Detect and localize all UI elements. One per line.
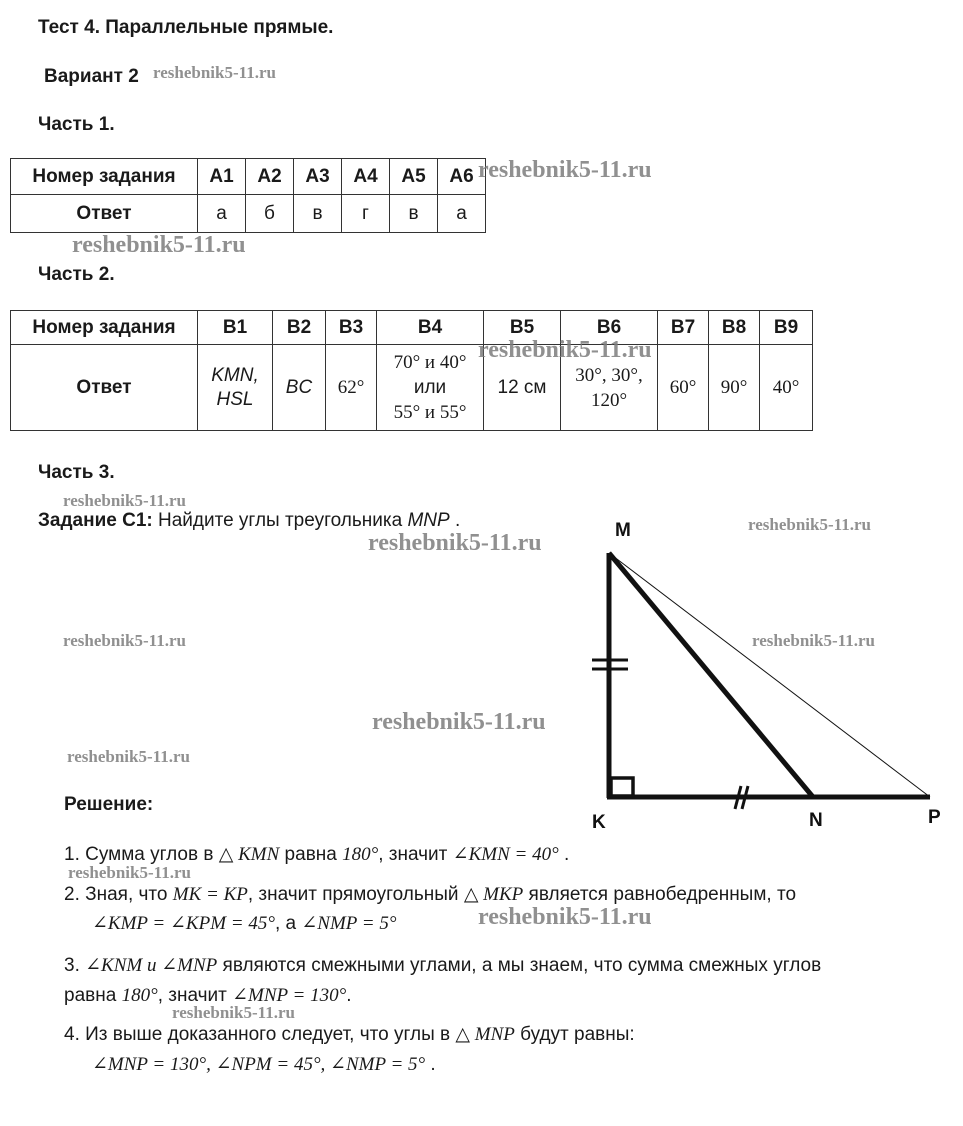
step4-math-2: ∠MNP = 130°, ∠NPM = 45°, ∠NMP = 5°	[92, 1054, 426, 1075]
step2-text-d: , а	[274, 913, 302, 934]
part2-col-b9: B9	[760, 311, 813, 345]
part2-answer-b2: BC	[273, 345, 326, 431]
watermark: reshebnik5-11.ru	[67, 747, 190, 766]
part1-col-a5: A5	[390, 159, 438, 195]
step3-math-1: ∠KNM и ∠MNP	[85, 955, 218, 976]
task-c1-label: Задание С1:	[38, 510, 153, 531]
segment-mn	[609, 553, 813, 797]
solution-step-4-line1	[64, 1023, 635, 1046]
part2-answer-b1-line1: KMN,	[211, 364, 259, 386]
watermark: reshebnik5-11.ru	[752, 631, 875, 650]
solution-step-2-line1	[64, 883, 796, 906]
step3-text-e: .	[346, 985, 352, 1006]
step1-text-c: , значит	[378, 844, 453, 865]
step3-text-a: 3.	[64, 955, 86, 976]
part2-answer-b9: 40°	[760, 345, 813, 431]
part1-col-a3: A3	[294, 159, 342, 195]
part1-col-a1: A1	[198, 159, 246, 195]
step4-text-b: будут равны:	[514, 1024, 635, 1045]
part3-label: Часть 3.	[38, 462, 115, 483]
step2-math-2: △ MKP	[463, 884, 524, 905]
task-c1-text: Найдите углы треугольника	[158, 510, 403, 531]
task-c1-triangle: MNP	[407, 510, 450, 531]
part1-header-answer: Ответ	[11, 195, 198, 233]
step3-text-b: являются смежными углами, а мы знаем, что сумма смежных углов	[217, 955, 822, 976]
variant-label: Вариант 2	[44, 66, 139, 87]
step1-text-b: равна	[279, 844, 343, 865]
part1-answer-a4: г	[342, 195, 390, 233]
part1-header-task: Номер задания	[11, 159, 198, 195]
step3-text-c: равна	[64, 985, 122, 1006]
part2-col-b5: B5	[484, 311, 561, 345]
step1-math-1: △ KMN	[218, 844, 280, 865]
step2-text-b: , значит прямоугольный	[247, 884, 464, 905]
solution-step-2-line2	[92, 912, 396, 935]
part2-answer-b6-line2: 120°	[590, 389, 628, 411]
watermark: reshebnik5-11.ru	[68, 863, 191, 882]
step4-text-c: .	[425, 1054, 436, 1075]
part2-answer-b4-line3: 55° и 55°	[393, 402, 467, 423]
step1-math-2: 180°	[342, 844, 379, 865]
part1-col-a6: A6	[438, 159, 486, 195]
vertex-label-m: M	[615, 520, 631, 541]
part2-answer-b5: 12 см	[484, 345, 561, 431]
part1-answer-a6: а	[438, 195, 486, 233]
part2-answer-b6-line1: 30°, 30°,	[575, 364, 643, 386]
part2-col-b7: B7	[658, 311, 709, 345]
part2-col-b6: B6	[561, 311, 658, 345]
watermark: reshebnik5-11.ru	[478, 904, 652, 930]
step2-math-1: MK = KP	[172, 884, 248, 905]
vertex-label-p: P	[928, 807, 941, 828]
step4-math-1: △ MNP	[455, 1024, 515, 1045]
step2-text-a: 2. Зная, что	[64, 884, 173, 905]
watermark: reshebnik5-11.ru	[748, 515, 871, 534]
watermark: reshebnik5-11.ru	[172, 1003, 295, 1022]
watermark: reshebnik5-11.ru	[478, 337, 652, 363]
watermark: reshebnik5-11.ru	[153, 63, 276, 82]
step2-math-3: ∠KMP = ∠KPM = 45°	[92, 913, 275, 934]
part2-label: Часть 2.	[38, 264, 115, 285]
step3-math-3: ∠MNP = 130°	[232, 985, 347, 1006]
step2-math-4: ∠NMP = 5°	[301, 913, 397, 934]
part1-answer-a1: а	[198, 195, 246, 233]
part2-answer-b7: 60°	[658, 345, 709, 431]
part2-col-b4: B4	[377, 311, 484, 345]
segment-mp	[609, 553, 930, 797]
step1-text-a: 1. Сумма углов в	[64, 844, 219, 865]
part1-col-a2: A2	[246, 159, 294, 195]
part1-answer-a2: б	[246, 195, 294, 233]
part2-answer-b8: 90°	[709, 345, 760, 431]
part2-col-b3: B3	[326, 311, 377, 345]
step3-text-d: , значит	[157, 985, 233, 1006]
part1-answer-a3: в	[294, 195, 342, 233]
part2-col-b1: B1	[198, 311, 273, 345]
solution-step-4-line2	[92, 1053, 436, 1076]
step1-math-3: ∠KMN = 40°	[452, 844, 559, 865]
watermark: reshebnik5-11.ru	[368, 530, 542, 556]
step3-math-2: 180°	[121, 985, 158, 1006]
page-title: Тест 4. Параллельные прямые.	[38, 17, 334, 38]
part2-col-b8: B8	[709, 311, 760, 345]
part2-header-task: Номер задания	[11, 311, 198, 345]
step2-text-c: является равнобедренным, то	[523, 884, 797, 905]
vertex-label-k: K	[592, 812, 606, 833]
part2-answer-b4-line2: или	[413, 377, 447, 398]
right-angle-marker	[611, 778, 633, 796]
task-c1-end: .	[454, 510, 461, 531]
step4-text-a: 4. Из выше доказанного следует, что углы в	[64, 1024, 456, 1045]
watermark: reshebnik5-11.ru	[372, 709, 546, 735]
part1-label: Часть 1.	[38, 114, 115, 135]
watermark: reshebnik5-11.ru	[72, 232, 246, 258]
watermark: reshebnik5-11.ru	[478, 157, 652, 183]
part2-answer-b1-line2: HSL	[216, 388, 254, 410]
part2-answer-b3: 62°	[326, 345, 377, 431]
part2-col-b2: B2	[273, 311, 326, 345]
part2-header-answer: Ответ	[11, 345, 198, 431]
watermark: reshebnik5-11.ru	[63, 491, 186, 510]
part1-col-a4: A4	[342, 159, 390, 195]
solution-label: Решение:	[64, 794, 154, 815]
step1-text-d: .	[558, 844, 570, 865]
solution-step-3-line1	[64, 954, 821, 977]
vertex-label-n: N	[809, 810, 823, 831]
part1-answer-a5: в	[390, 195, 438, 233]
watermark: reshebnik5-11.ru	[63, 631, 186, 650]
part2-answer-b4-line1: 70° и 40°	[393, 352, 467, 373]
